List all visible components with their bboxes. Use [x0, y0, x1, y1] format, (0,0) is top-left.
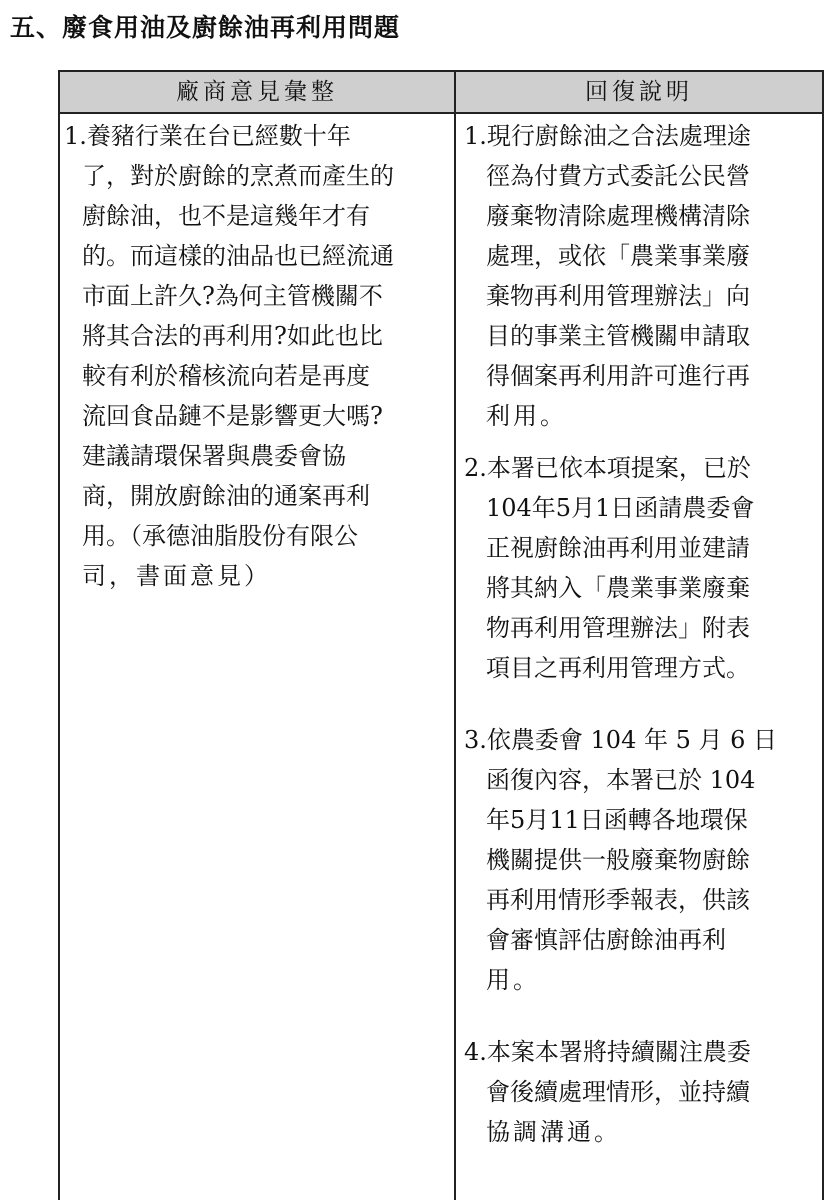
header-response: 回復說明	[585, 79, 693, 105]
opinion-line: 廚餘油，也不是這幾年才有	[82, 202, 370, 230]
response-item-1-line: 1.現行廚餘油之合法處理途	[464, 122, 751, 150]
response-item-3-line: 機關提供一般廢棄物廚餘	[486, 846, 750, 874]
response-item-1-line: 目的事業主管機關申請取	[486, 322, 750, 350]
section-title: 五、廢食用油及廚餘油再利用問題	[10, 13, 401, 42]
header-vendor-opinions: 廠商意見彙整	[176, 79, 338, 105]
comment-response-table	[58, 70, 824, 1200]
opinion-line: 較有利於稽核流向若是再度	[82, 362, 370, 390]
opinion-line: 1.養豬行業在台已經數十年	[64, 122, 351, 150]
response-item-3-line: 3.依農委會 104 年 5 月 6 日	[464, 726, 778, 754]
response-item-1-line: 處理，或依「農業事業廢	[486, 242, 750, 270]
opinion-line: 的。而這樣的油品也已經流通	[82, 242, 394, 270]
response-item-1-line: 徑為付費方式委託公民營	[486, 162, 750, 190]
response-item-1-line: 得個案再利用許可進行再	[486, 362, 750, 390]
response-item-4-line: 協調溝通。	[486, 1118, 621, 1146]
response-item-1-line: 廢棄物清除處理機構清除	[486, 202, 750, 230]
response-item-3-line: 會審慎評估廚餘油再利	[486, 926, 726, 954]
response-item-2-line: 項目之再利用管理方式。	[486, 654, 750, 682]
response-item-1-line: 棄物再利用管理辦法」向	[486, 282, 750, 310]
response-item-4-line: 4.本案本署將持續關注農委	[464, 1038, 751, 1066]
table-header	[60, 72, 822, 114]
opinion-line: 流回食品鏈不是影響更大嗎?	[82, 402, 383, 430]
column-divider	[454, 72, 456, 1200]
opinion-line: 建議請環保署與農委會協	[82, 442, 346, 470]
opinion-line: 市面上許久?為何主管機關不	[82, 282, 383, 310]
response-item-4-line: 會後續處理情形，並持續	[486, 1078, 750, 1106]
response-item-2-line: 將其納入「農業事業廢棄	[486, 574, 750, 602]
opinion-line: 了，對於廚餘的烹煮而產生的	[82, 162, 394, 190]
response-item-3-line: 用。	[486, 966, 540, 994]
response-item-3-line: 再利用情形季報表，供該	[486, 886, 750, 914]
response-item-2-line: 物再利用管理辦法」附表	[486, 614, 750, 642]
response-item-2-line: 104年5月1日函請農委會	[486, 494, 755, 522]
response-item-1-line: 利用。	[486, 402, 567, 430]
opinion-line: 將其合法的再利用?如此也比	[82, 322, 383, 350]
opinion-line: 商，開放廚餘油的通案再利	[82, 482, 370, 510]
opinion-line: 用。（承德油脂股份有限公	[82, 522, 358, 550]
response-item-2-line: 正視廚餘油再利用並建請	[486, 534, 750, 562]
response-item-2-line: 2.本署已依本項提案，已於	[464, 454, 751, 482]
opinion-line: 司，書面意見）	[82, 562, 271, 590]
response-item-3-line: 函復內容，本署已於 104	[486, 766, 756, 794]
response-item-3-line: 年5月11日函轉各地環保	[486, 806, 748, 834]
